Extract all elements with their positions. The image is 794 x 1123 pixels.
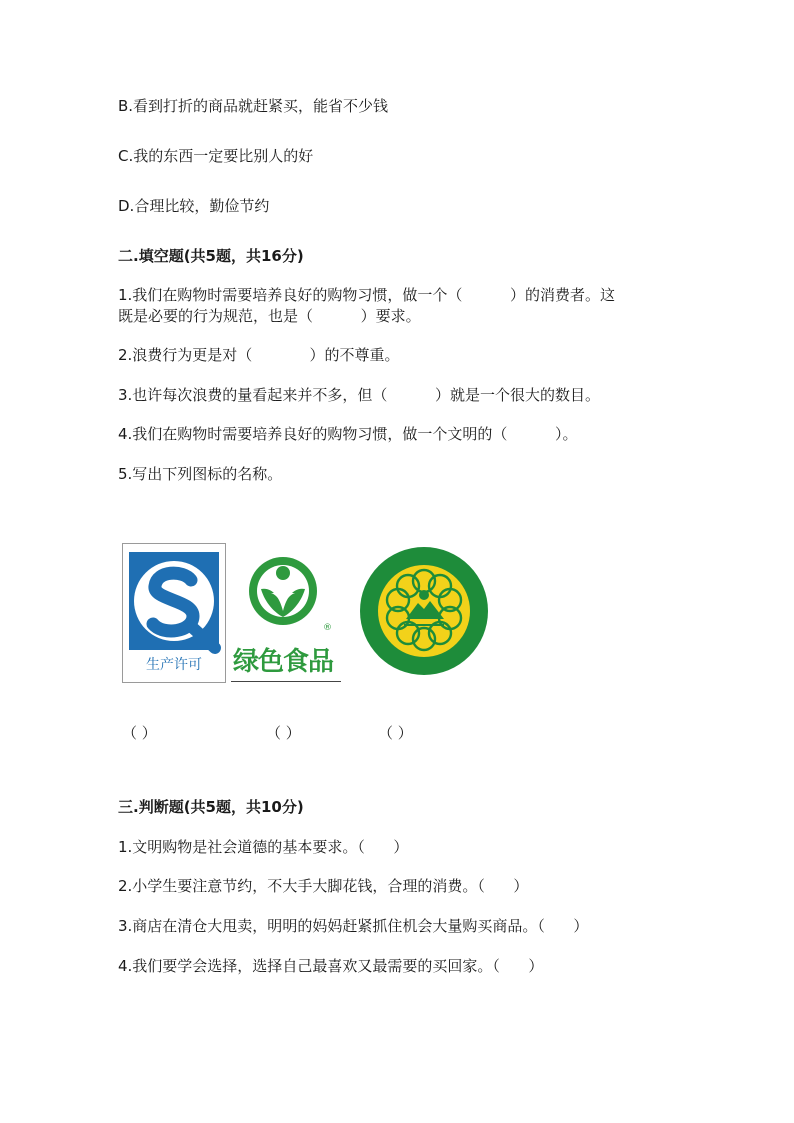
judge-q2: 2.小学生要注意节约，不大手大脚花钱，合理的消费。（ ）	[118, 877, 529, 895]
logo-answer-blank-1[interactable]: （ ）	[122, 724, 157, 742]
fill-q1-line1: 1.我们在购物时需要培养良好的购物习惯，做一个（ ）的消费者。这	[118, 286, 615, 304]
logo-answer-blank-2[interactable]: （ ）	[266, 724, 301, 742]
section-2-title: 二.填空题(共5题，共16分)	[118, 247, 304, 265]
fill-q2: 2.浪费行为更是对（ ）的不尊重。	[118, 346, 400, 364]
option-b: B.看到打折的商品就赶紧买，能省不少钱	[118, 97, 389, 115]
qs-logo	[122, 543, 226, 683]
option-d: D.合理比较，勤俭节约	[118, 197, 270, 215]
qs-logo-text: 生产许可	[146, 657, 202, 673]
logo-answer-blank-3[interactable]: （ ）	[378, 724, 413, 742]
fill-q3: 3.也许每次浪费的量看起来并不多，但（ ）就是一个很大的数目。	[118, 386, 600, 404]
green-food-text: 绿色食品	[233, 647, 334, 677]
fill-q4: 4.我们在购物时需要培养良好的购物习惯，做一个文明的（ ）。	[118, 425, 578, 443]
fill-q1-line2: 既是必要的行为规范，也是（ ）要求。	[118, 307, 421, 325]
fill-q5: 5.写出下列图标的名称。	[118, 465, 283, 483]
option-c: C.我的东西一定要比别人的好	[118, 147, 314, 165]
section-3-title: 三.判断题(共5题，共10分)	[118, 798, 304, 816]
env-label-logo	[358, 545, 490, 677]
judge-q4: 4.我们要学会选择，选择自己最喜欢又最需要的买回家。（ ）	[118, 957, 544, 975]
green-food-logo	[231, 553, 341, 682]
green-food-reg-mark: ®	[323, 623, 332, 633]
judge-q3: 3.商店在清仓大甩卖，明明的妈妈赶紧抓住机会大量购买商品。（ ）	[118, 917, 589, 935]
judge-q1: 1.文明购物是社会道德的基本要求。（ ）	[118, 838, 409, 856]
env-label-mark-icon	[358, 545, 490, 677]
